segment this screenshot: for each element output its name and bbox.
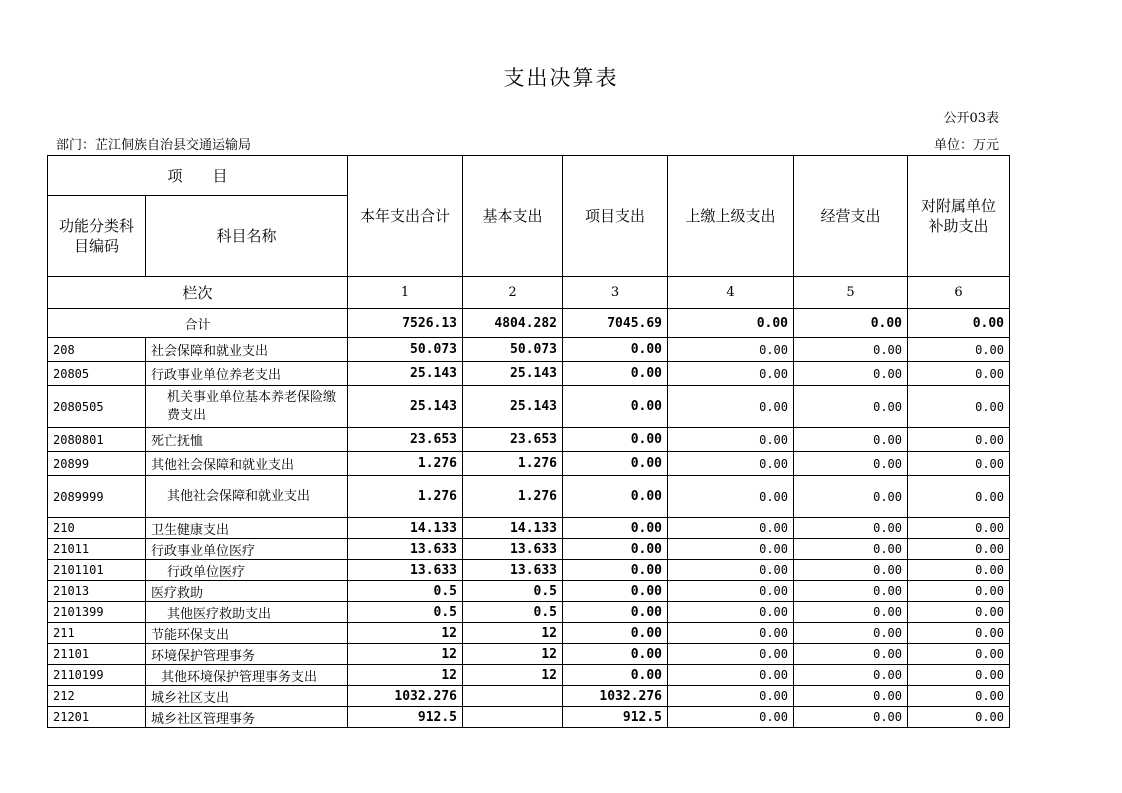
row-code: 21013: [48, 581, 146, 602]
row-value: 912.5: [563, 707, 668, 728]
row-value: 0.5: [463, 602, 563, 623]
row-value: 12: [348, 644, 463, 665]
col-index: 5: [794, 277, 908, 309]
table-row: [48, 362, 1010, 386]
table-body: [48, 338, 1010, 728]
row-value: 0.00: [794, 644, 908, 665]
row-name: 社会保障和就业支出: [146, 338, 348, 362]
row-value: 0.00: [563, 452, 668, 476]
row-code: 2080801: [48, 428, 146, 452]
table-row: [48, 476, 1010, 518]
table-row: [48, 428, 1010, 452]
row-value: 0.00: [668, 602, 794, 623]
row-value: 0.00: [668, 539, 794, 560]
row-value: 1.276: [463, 476, 563, 518]
table-row: [48, 539, 1010, 560]
table-row: [48, 581, 1010, 602]
row-value: 912.5: [348, 707, 463, 728]
row-name: 其他环境保护管理事务支出: [146, 665, 348, 686]
row-value: 25.143: [348, 362, 463, 386]
table-row: [48, 338, 1010, 362]
row-value: 0.00: [794, 476, 908, 518]
row-name: 节能环保支出: [146, 623, 348, 644]
row-value: 0.00: [668, 428, 794, 452]
row-value: 0.00: [563, 518, 668, 539]
sum-value: 7045.69: [563, 309, 668, 338]
row-value: 50.073: [348, 338, 463, 362]
row-value: 0.5: [463, 581, 563, 602]
row-code: 21011: [48, 539, 146, 560]
form-number: 公开03表: [943, 111, 999, 126]
row-value: 0.00: [668, 452, 794, 476]
row-value: 0.00: [668, 560, 794, 581]
row-code: 21201: [48, 707, 146, 728]
row-value: 0.00: [908, 362, 1010, 386]
row-name: 行政事业单位养老支出: [146, 362, 348, 386]
row-value: 0.00: [668, 623, 794, 644]
row-value: 0.00: [908, 539, 1010, 560]
row-value: 0.00: [794, 539, 908, 560]
row-value: 1032.276: [563, 686, 668, 707]
header-name: 科目名称: [146, 196, 348, 277]
row-value: 0.00: [908, 518, 1010, 539]
row-value: 0.00: [563, 428, 668, 452]
row-value: 0.00: [794, 707, 908, 728]
row-code: 2110199: [48, 665, 146, 686]
row-name: 医疗救助: [146, 581, 348, 602]
table-row: [48, 452, 1010, 476]
sum-value: 0.00: [794, 309, 908, 338]
row-value: 0.00: [563, 623, 668, 644]
department-label: 部门：芷江侗族自治县交通运输局: [56, 138, 252, 153]
row-value: 0.00: [563, 560, 668, 581]
row-value: 0.00: [794, 362, 908, 386]
page-title: 支出决算表: [503, 66, 619, 90]
row-value: 0.00: [668, 476, 794, 518]
row-value: 0.00: [563, 476, 668, 518]
table-row: [48, 665, 1010, 686]
col-index: 3: [563, 277, 668, 309]
row-value: [463, 707, 563, 728]
row-value: 0.00: [668, 707, 794, 728]
expenditure-table: [47, 155, 1010, 728]
row-value: 12: [463, 623, 563, 644]
row-value: 0.00: [794, 581, 908, 602]
row-value: 0.00: [794, 518, 908, 539]
header-total: 本年支出合计: [348, 156, 463, 277]
table-row: [48, 623, 1010, 644]
row-value: 0.00: [563, 386, 668, 428]
row-name: 城乡社区管理事务: [146, 707, 348, 728]
row-value: 1032.276: [348, 686, 463, 707]
row-value: 13.633: [463, 560, 563, 581]
header-project: 项目支出: [563, 156, 668, 277]
row-value: 0.00: [794, 428, 908, 452]
row-value: 0.00: [908, 386, 1010, 428]
row-code: 2101399: [48, 602, 146, 623]
row-value: 12: [463, 665, 563, 686]
row-value: 0.00: [563, 362, 668, 386]
col-index: 6: [908, 277, 1010, 309]
col-index: 1: [348, 277, 463, 309]
sum-value: 7526.13: [348, 309, 463, 338]
row-value: 0.00: [563, 665, 668, 686]
row-code: 211: [48, 623, 146, 644]
row-code: 2089999: [48, 476, 146, 518]
header-basic: 基本支出: [463, 156, 563, 277]
row-value: 14.133: [463, 518, 563, 539]
row-value: 14.133: [348, 518, 463, 539]
header-subsidiary: 对附属单位补助支出: [908, 156, 1010, 277]
row-name: 卫生健康支出: [146, 518, 348, 539]
row-value: 12: [348, 623, 463, 644]
row-value: 0.00: [794, 560, 908, 581]
row-value: 0.00: [908, 581, 1010, 602]
row-code: 2080505: [48, 386, 146, 428]
row-name: 其他医疗救助支出: [146, 602, 348, 623]
table-row: [48, 518, 1010, 539]
row-value: 0.00: [668, 362, 794, 386]
row-value: 23.653: [463, 428, 563, 452]
row-name: 行政事业单位医疗: [146, 539, 348, 560]
row-value: 0.00: [668, 665, 794, 686]
row-value: 1.276: [348, 476, 463, 518]
table-row: [48, 560, 1010, 581]
row-value: 13.633: [348, 560, 463, 581]
row-name: 机关事业单位基本养老保险缴费支出: [146, 386, 348, 428]
sum-value: 0.00: [668, 309, 794, 338]
row-name: 其他社会保障和就业支出: [146, 452, 348, 476]
row-name: 其他社会保障和就业支出: [146, 476, 348, 518]
header-business: 经营支出: [794, 156, 908, 277]
table-row: [48, 686, 1010, 707]
row-value: 0.00: [668, 644, 794, 665]
sum-value: 0.00: [908, 309, 1010, 338]
row-value: 0.00: [908, 707, 1010, 728]
row-code: 20805: [48, 362, 146, 386]
row-value: 0.00: [668, 518, 794, 539]
unit-label: 单位：万元: [933, 138, 999, 153]
row-value: 0.00: [668, 686, 794, 707]
row-value: 0.00: [794, 665, 908, 686]
row-value: 0.00: [794, 386, 908, 428]
row-code: 20899: [48, 452, 146, 476]
header-item-group: 项 目: [48, 156, 348, 196]
row-value: 0.00: [908, 686, 1010, 707]
row-value: 0.00: [908, 452, 1010, 476]
row-value: 0.00: [794, 686, 908, 707]
row-value: 0.00: [908, 623, 1010, 644]
table-row: [48, 644, 1010, 665]
row-value: 0.00: [794, 452, 908, 476]
row-value: 0.00: [794, 623, 908, 644]
row-value: 13.633: [463, 539, 563, 560]
row-value: 0.00: [563, 338, 668, 362]
row-value: 0.5: [348, 602, 463, 623]
row-code: 21101: [48, 644, 146, 665]
header-upper: 上缴上级支出: [668, 156, 794, 277]
row-name: 行政单位医疗: [146, 560, 348, 581]
row-value: 0.00: [668, 386, 794, 428]
header-code: 功能分类科目编码: [48, 196, 146, 277]
row-value: 0.00: [908, 665, 1010, 686]
row-value: 25.143: [348, 386, 463, 428]
row-code: 212: [48, 686, 146, 707]
row-value: 12: [348, 665, 463, 686]
row-value: 0.00: [668, 581, 794, 602]
table-header: [48, 156, 1010, 338]
row-value: 12: [463, 644, 563, 665]
row-code: 210: [48, 518, 146, 539]
col-index-label: 栏次: [48, 277, 348, 309]
row-value: 0.00: [908, 476, 1010, 518]
row-value: 1.276: [463, 452, 563, 476]
row-value: 13.633: [348, 539, 463, 560]
row-value: 0.00: [563, 539, 668, 560]
row-value: 0.00: [794, 602, 908, 623]
table-row: [48, 602, 1010, 623]
row-name: 环境保护管理事务: [146, 644, 348, 665]
sum-value: 4804.282: [463, 309, 563, 338]
table-row: [48, 707, 1010, 728]
row-value: 0.00: [908, 428, 1010, 452]
row-name: 死亡抚恤: [146, 428, 348, 452]
row-value: 0.5: [348, 581, 463, 602]
row-code: 208: [48, 338, 146, 362]
sum-label: 合计: [48, 309, 348, 338]
table-row: [48, 386, 1010, 428]
col-index: 2: [463, 277, 563, 309]
row-value: 0.00: [563, 644, 668, 665]
row-value: 0.00: [563, 581, 668, 602]
row-value: 25.143: [463, 362, 563, 386]
row-name: 城乡社区支出: [146, 686, 348, 707]
row-value: 0.00: [908, 602, 1010, 623]
row-value: 0.00: [794, 338, 908, 362]
row-value: 1.276: [348, 452, 463, 476]
row-code: 2101101: [48, 560, 146, 581]
row-value: 0.00: [668, 338, 794, 362]
row-value: 0.00: [908, 644, 1010, 665]
row-value: [463, 686, 563, 707]
col-index: 4: [668, 277, 794, 309]
row-value: 0.00: [563, 602, 668, 623]
row-value: 25.143: [463, 386, 563, 428]
row-value: 23.653: [348, 428, 463, 452]
row-value: 50.073: [463, 338, 563, 362]
row-value: 0.00: [908, 560, 1010, 581]
row-value: 0.00: [908, 338, 1010, 362]
